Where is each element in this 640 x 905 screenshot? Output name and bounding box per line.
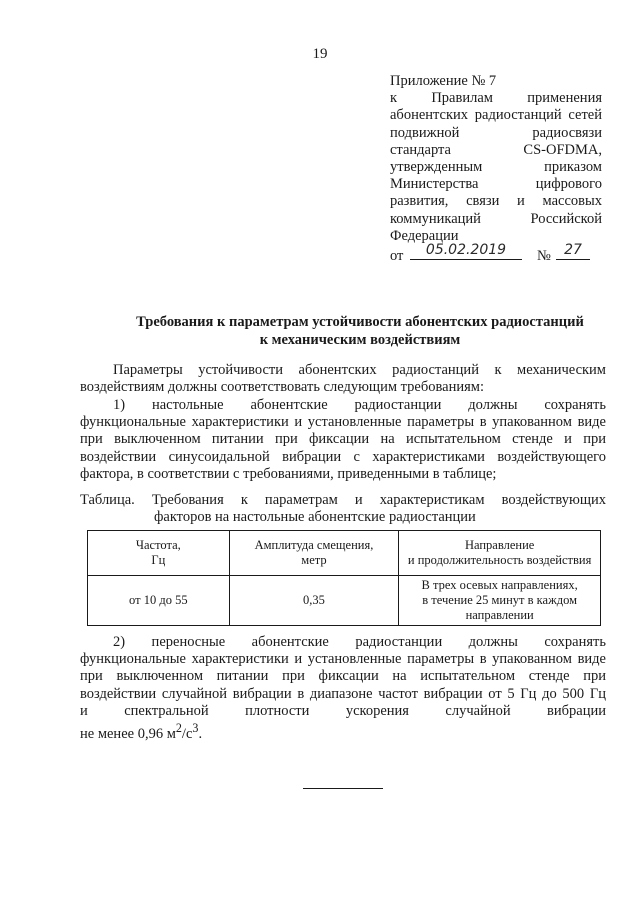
appendix-title: Приложение № 7 bbox=[390, 73, 497, 89]
caption-line: Таблица. Требования к параметрам и характеристикам воздействующих bbox=[80, 492, 606, 508]
appendix-line: стандарта CS-OFDMA, bbox=[390, 141, 602, 158]
item-2-paragraph bbox=[80, 634, 606, 743]
appendix-block bbox=[390, 73, 602, 266]
requirements-table bbox=[87, 530, 601, 626]
table-caption bbox=[80, 492, 606, 526]
header-direction: Направление и продолжительность воздействия bbox=[399, 531, 601, 576]
paragraph-line: и спектральной плотности ускорения случайной вибрации bbox=[80, 702, 606, 719]
cell-frequency: от 10 до 55 bbox=[88, 576, 230, 626]
header-amplitude: Амплитуда смещения, метр bbox=[229, 531, 399, 576]
paragraph-line: 1) настольные абонентские радиостанции должны сохранять bbox=[113, 397, 606, 413]
from-label: от bbox=[390, 248, 404, 265]
number-label: № bbox=[537, 248, 551, 265]
cell-direction: В трех осевых направлениях, в течение 25 минут в каждом направлении bbox=[399, 576, 601, 626]
paragraph-line: при выключенном питании при фиксации на испытательном стенде и при bbox=[80, 431, 606, 448]
order-reference bbox=[390, 242, 602, 266]
paragraph-line: воздействиям должны соответствовать следующим требованиям: bbox=[80, 379, 484, 396]
intro-paragraph bbox=[80, 362, 606, 396]
document-heading bbox=[80, 313, 640, 349]
item-1-paragraph bbox=[80, 397, 606, 483]
appendix-line: абонентских радиостанций сетей bbox=[390, 107, 602, 124]
appendix-line: коммуникаций Российской bbox=[390, 210, 602, 227]
paragraph-line: воздействии синусоидальной вибрации с характеристиками воздействующего bbox=[80, 448, 606, 465]
paragraph-line: при выключенном питании при фиксации на испытательном стенде при bbox=[80, 668, 606, 685]
appendix-line: к Правилам применения bbox=[390, 90, 602, 107]
appendix-line: утвержденным приказом bbox=[390, 159, 602, 176]
handwritten-date: 05.02.2019 bbox=[410, 242, 522, 260]
heading-line: Требования к параметрам устойчивости абонентских радиостанций bbox=[136, 314, 584, 330]
appendix-line: развития, связи и массовых bbox=[390, 193, 602, 210]
table-row bbox=[88, 576, 601, 626]
appendix-line: Федерации bbox=[390, 227, 459, 244]
header-frequency: Частота, Гц bbox=[88, 531, 230, 576]
paragraph-line: функциональные характеристики и установленные параметры в упакованном виде bbox=[80, 414, 606, 431]
paragraph-line: Параметры устойчивости абонентских радиостанций к механическим bbox=[113, 362, 606, 378]
paragraph-line: воздействии случайной вибрации в диапазоне частот вибрации от 5 Гц до 500 Гц bbox=[80, 685, 606, 702]
paragraph-line: функциональные характеристики и установленные параметры в упакованном виде bbox=[80, 651, 606, 668]
closing-divider bbox=[303, 788, 383, 789]
handwritten-number: 27 bbox=[556, 242, 590, 260]
paragraph-line: 2) переносные абонентские радиостанции должны сохранять bbox=[113, 634, 606, 650]
table-header-row bbox=[88, 531, 601, 576]
paragraph-line: фактора, в соответствии с требованиями, приведенными в таблице; bbox=[80, 465, 497, 482]
page-number: 19 bbox=[312, 46, 328, 62]
appendix-line: подвижной радиосвязи bbox=[390, 124, 602, 141]
paragraph-line: не менее 0,96 $м^2/с^3$. bbox=[80, 721, 203, 742]
heading-line: к механическим воздействиям bbox=[259, 332, 461, 348]
cell-amplitude: 0,35 bbox=[229, 576, 399, 626]
caption-line: факторов на настольные абонентские радиостанции bbox=[154, 509, 476, 526]
appendix-line: Министерства цифрового bbox=[390, 176, 602, 193]
